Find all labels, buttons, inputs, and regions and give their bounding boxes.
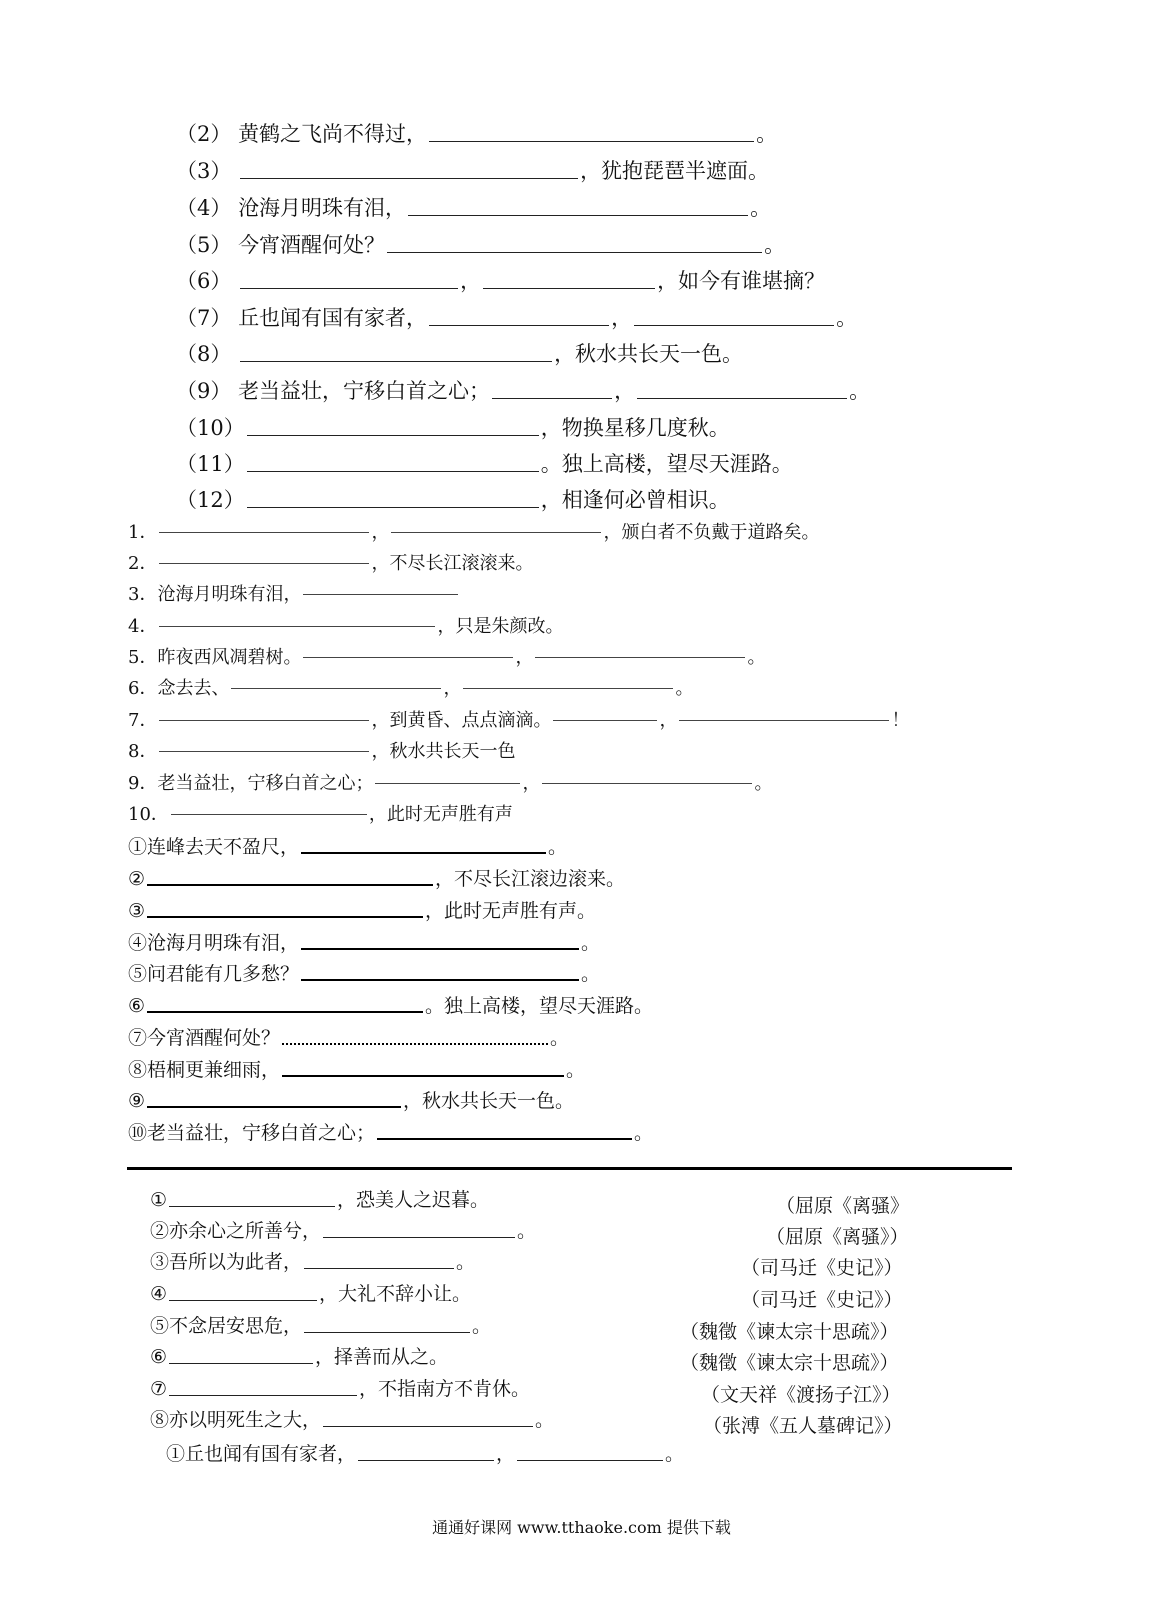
exercise-c-line: ② ，不尽长江滚边滚来。 [128,868,626,890]
answer-blank[interactable] [542,783,752,784]
answer-blank[interactable] [463,688,673,689]
exercise-c-line: ⑦今宵酒醒何处？ 。 [128,1027,570,1049]
exercise-a-line: （4） 沧海月明珠有泪， 。 [176,196,772,220]
answer-blank[interactable] [301,852,546,854]
exercise-c-line: ①连峰去天不盈尺， 。 [128,836,568,858]
exercise-a-line: （5） 今宵酒醒何处？ 。 [176,233,786,257]
exercise-c-line: ⑩老当益壮，宁移白首之心； 。 [128,1122,654,1144]
exercise-d-line: ⑧亦以明死生之大， 。 [150,1409,555,1431]
section-divider [127,1167,1012,1170]
answer-blank[interactable] [247,471,539,472]
answer-blank[interactable] [483,288,655,289]
answer-blank[interactable] [535,657,745,658]
exercise-d-line: ⑥ ，择善而从之。 [150,1346,449,1368]
answer-blank[interactable] [387,252,762,253]
answer-blank[interactable] [147,1011,423,1013]
answer-blank[interactable] [282,1043,548,1045]
exercise-a-line: （10） ，物换星移几度秋。 [176,416,730,440]
exercise-b-line: 2． ，不尽长江滚滚来。 [128,553,534,574]
exercise-c-line: ⑨ ，秋水共长天一色。 [128,1090,575,1112]
exercise-b-line: 4． ，只是朱颜改。 [128,616,564,637]
answer-blank[interactable] [169,1395,357,1396]
exercise-d-line: ⑦ ，不指南方不肯休。 [150,1378,531,1400]
answer-blank[interactable] [169,1300,317,1301]
answer-blank[interactable] [553,720,657,721]
source-citation: （魏徵《谏太宗十思疏》） [680,1352,899,1374]
source-citation: （张溥《五人墓碑记》） [703,1415,903,1437]
exercise-a-line: （2） 黄鹤之飞尚不得过， 。 [176,122,778,146]
answer-blank[interactable] [159,720,369,721]
answer-blank[interactable] [282,1075,564,1077]
answer-blank[interactable] [375,783,520,784]
exercise-a-line: （12） ，相逢何必曾相识。 [176,488,730,512]
exercise-c-line: ③ ，此时无声胜有声。 [128,900,597,922]
answer-blank[interactable] [247,507,539,508]
exercise-c-line: ⑥ 。独上高楼，望尽天涯路。 [128,995,654,1017]
exercise-b-line: 9．老当益壮，宁移白首之心； ， 。 [128,773,773,794]
exercise-a-line: （6） ， ，如今有谁堪摘？ [176,269,826,293]
answer-blank[interactable] [159,563,369,564]
answer-blank[interactable] [159,532,369,533]
answer-blank[interactable] [517,1460,663,1461]
answer-blank[interactable] [304,1332,470,1333]
exercise-d-line: ④ ，大礼不辞小让。 [150,1283,472,1305]
answer-blank[interactable] [679,720,889,721]
answer-blank[interactable] [240,361,552,362]
answer-blank[interactable] [247,435,539,436]
source-citation: （屈原《离骚》 [776,1195,910,1217]
answer-blank[interactable] [391,532,601,533]
answer-blank[interactable] [303,594,458,595]
exercise-d-line: ②亦余心之所善兮， 。 [150,1220,537,1242]
answer-blank[interactable] [301,948,579,950]
page-footer: 通通好课网 www.tthaoke.com 提供下载 [432,1518,731,1537]
answer-blank[interactable] [323,1237,515,1238]
answer-blank[interactable] [169,1363,313,1364]
exercise-d-line: ① ，恐美人之迟暮。 [150,1189,490,1211]
exercise-a-line: （7） 丘也闻有国有家者， ， 。 [176,306,858,330]
answer-blank[interactable] [301,979,579,981]
answer-blank[interactable] [408,215,748,216]
exercise-b-line: 10． ，此时无声胜有声 [128,804,513,825]
answer-blank[interactable] [429,141,754,142]
answer-blank[interactable] [147,884,433,886]
exercise-d-line: ①丘也闻有国有家者， ， 。 [166,1443,685,1465]
exercise-c-line: ⑧梧桐更兼细雨， 。 [128,1059,586,1081]
answer-blank[interactable] [169,1206,335,1207]
exercise-c-line: ④沧海月明珠有泪， 。 [128,932,601,954]
answer-blank[interactable] [240,288,458,289]
answer-blank[interactable] [358,1460,494,1461]
answer-blank[interactable] [159,626,435,627]
exercise-c-line: ⑤问君能有几多愁？ 。 [128,963,601,985]
answer-blank[interactable] [304,1268,454,1269]
answer-blank[interactable] [303,657,513,658]
exercise-d-line: ⑤不念居安思危， 。 [150,1315,492,1337]
answer-blank[interactable] [634,325,834,326]
answer-blank[interactable] [159,751,369,752]
source-citation: （司马迁《史记》） [741,1289,903,1311]
exercise-a-line: （3） ，犹抱琵琶半遮面。 [176,159,770,183]
answer-blank[interactable] [637,398,847,399]
exercise-b-line: 8． ，秋水共长天一色 [128,741,516,762]
exercise-a-line: （8） ，秋水共长天一色。 [176,342,744,366]
answer-blank[interactable] [147,1106,401,1108]
exercise-b-line: 7． ，到黄昏、点点滴滴。 ， ！ [128,710,910,731]
source-citation: （司马迁《史记》） [741,1257,903,1279]
answer-blank[interactable] [323,1426,533,1427]
exercise-b-line: 6．念去去、 ， 。 [128,678,694,699]
answer-blank[interactable] [377,1138,632,1140]
source-citation: （屈原《离骚》） [766,1226,909,1248]
exercise-a-line: （9） 老当益壮，宁移白首之心； ， 。 [176,379,871,403]
exercise-b-line: 5．昨夜西风凋碧树。 ， 。 [128,647,766,668]
answer-blank[interactable] [240,178,578,179]
exercise-b-line: 1． ， ，颁白者不负戴于道路矣。 [128,522,820,543]
exercise-a-line: （11） 。独上高楼，望尽天涯路。 [176,452,793,476]
exercise-d-line: ③吾所以为此者， 。 [150,1251,476,1273]
answer-blank[interactable] [171,814,367,815]
exercise-b-line: 3．沧海月明珠有泪， [128,586,460,604]
answer-blank[interactable] [429,325,609,326]
answer-blank[interactable] [231,688,441,689]
answer-blank[interactable] [492,398,612,399]
answer-blank[interactable] [147,916,423,918]
source-citation: （魏徵《谏太宗十思疏》） [680,1321,899,1343]
source-citation: （文天祥《渡扬子江》） [701,1384,901,1406]
